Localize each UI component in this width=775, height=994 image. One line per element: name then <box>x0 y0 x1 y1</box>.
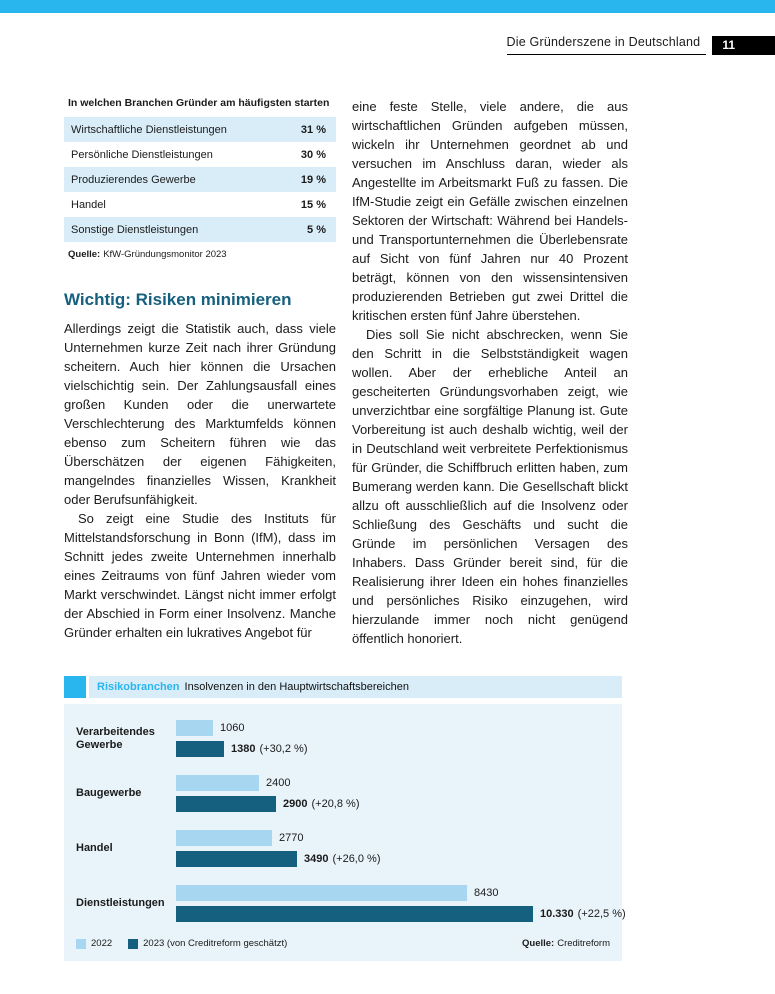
chart-title: Insolvenzen in den Hauptwirtschaftsbereichen <box>184 681 409 693</box>
chart-category-label: Baugewerbe <box>76 787 142 799</box>
bar-line-2022 <box>176 830 610 846</box>
bar-segment <box>176 830 272 846</box>
two-column-content <box>64 97 628 648</box>
page-header <box>0 35 775 55</box>
chart-row <box>76 885 626 922</box>
paragraph: Dies soll Sie nicht abschrecken, wenn Sie den Schritt in die Selbstständigkeit wagen wollen. Aber der erhebliche Anteil an gescheiterten Gründungsvorhaben zeigt, wie unverzichtbar eine sorgfältige Planung ist. Gute Vorbereitung ist auch deshalb wichtig, weil der in Deutschland weit verbreitete Perfektionismus für Gründer, die Schiffbruch erlitten haben, zum Bumerang werden kann. Die Gesellschaft blickt allzu oft ausschließlich auf die Insolvenz oder Schließung des Geschäfts und sucht die Gründe im persönlichen Versagen des Inhabers. Dass Gründer bereit sind, für die Realisierung ihrer Ideen ein hohes finanzielles und persönliches Risiko einzugehen, wird hierzulande immer noch nicht genügend öffentlich honoriert. <box>352 327 628 646</box>
branch-table-rows <box>64 117 336 242</box>
chart-source <box>522 938 610 949</box>
chart-section <box>64 676 626 961</box>
branch-table-title: In welchen Branchen Gründer am häufigsten starten <box>68 97 330 109</box>
bar-change-label: (+26,0 %) <box>332 853 381 865</box>
chart-bar-pair <box>176 775 610 812</box>
table-cell-label: Produzierendes Gewerbe <box>71 173 196 186</box>
source-label: Quelle: <box>68 249 101 260</box>
page-number: 11 <box>712 36 775 55</box>
branch-table <box>64 97 336 260</box>
bar-segment <box>176 720 213 736</box>
table-cell-label: Handel <box>71 198 106 211</box>
bar-change-label: (+22,5 %) <box>577 908 626 920</box>
chart-rows <box>76 720 626 922</box>
branch-table-source <box>68 249 336 260</box>
chart-bar-pair <box>176 830 610 867</box>
table-row <box>64 192 336 217</box>
chart-legend <box>76 938 287 949</box>
bar-change-label: (+30,2 %) <box>259 743 308 755</box>
bar-chart <box>64 704 626 961</box>
legend-swatch <box>76 939 86 949</box>
bar-line-2023 <box>176 796 610 812</box>
legend-item <box>128 938 287 949</box>
table-cell-label: Sonstige Dienstleistungen <box>71 223 199 236</box>
chart-footer <box>76 938 610 949</box>
chart-category-label: Verarbeitendes Gewerbe <box>76 725 155 751</box>
top-accent-bar <box>0 0 775 13</box>
chart-tag: Risikobranchen <box>97 681 180 693</box>
bar-segment <box>176 906 533 922</box>
bar-line-2022 <box>176 885 626 901</box>
source-text: KfW-Gründungsmonitor 2023 <box>103 249 227 260</box>
bar-value-label: 2900 <box>283 798 308 810</box>
paragraph: eine feste Stelle, viele andere, die aus wirtschaftlichen Gründen aufgeben müssen, wickeln ihr Unternehmen geordnet ab und versuchen im Anschluss daran, wieder als Angestellte im Arbeitsmarkt Fuß zu fassen. Die IfM-Studie zeigt ein Gefälle zwischen einzelnen Sektoren der Wirtschaft: Während bei Handels- und Transportunternehmen die Überlebensrate auf Sicht von fünf Jahren nur 40 Prozent beträgt, können von den wissensintensiven produzierenden Betrieben gut zwei Drittel die kritischen ersten fünf Jahre überstehen. <box>352 99 628 323</box>
chart-header-bar <box>89 676 622 698</box>
table-cell-value: 19 % <box>300 173 326 186</box>
bar-line-2023 <box>176 741 610 757</box>
bar-segment <box>176 885 467 901</box>
bar-value-label: 3490 <box>304 853 329 865</box>
running-header-title: Die Gründerszene in Deutschland <box>507 35 707 55</box>
table-row <box>64 142 336 167</box>
table-row <box>64 117 336 142</box>
table-cell-label: Wirtschaftliche Dienstleistungen <box>71 123 227 136</box>
table-row <box>64 217 336 242</box>
table-cell-value: 5 % <box>307 223 326 236</box>
bar-value-label: 1380 <box>231 743 256 755</box>
chart-category-label: Dienstleistungen <box>76 897 165 909</box>
legend-swatch <box>128 939 138 949</box>
legend-item <box>76 938 112 949</box>
chart-row <box>76 830 610 867</box>
legend-label: 2023 (von Creditreform geschätzt) <box>143 938 288 949</box>
bar-segment <box>176 775 259 791</box>
bar-segment <box>176 796 276 812</box>
table-cell-value: 30 % <box>300 148 326 161</box>
bar-segment <box>176 851 297 867</box>
chart-accent-square <box>64 676 86 698</box>
right-column <box>352 97 628 648</box>
chart-bar-pair <box>176 720 610 757</box>
table-cell-label: Persönliche Dienstleistungen <box>71 148 213 161</box>
chart-category-label: Handel <box>76 842 113 854</box>
bar-change-label: (+20,8 %) <box>311 798 360 810</box>
chart-row <box>76 775 610 812</box>
chart-source-label: Quelle: <box>522 938 555 949</box>
table-cell-value: 31 % <box>300 123 326 136</box>
bar-line-2022 <box>176 775 610 791</box>
legend-label: 2022 <box>91 938 113 949</box>
bar-line-2022 <box>176 720 610 736</box>
chart-bar-pair <box>176 885 626 922</box>
bar-line-2023 <box>176 851 610 867</box>
table-row <box>64 167 336 192</box>
bar-line-2023 <box>176 906 626 922</box>
bar-value-label: 8430 <box>474 887 499 899</box>
table-cell-value: 15 % <box>300 198 326 211</box>
bar-value-label: 1060 <box>220 722 245 734</box>
section-heading: Wichtig: Risiken minimieren <box>64 290 292 309</box>
left-column <box>64 97 336 642</box>
chart-header <box>64 676 622 698</box>
paragraph: Allerdings zeigt die Statistik auch, dass viele Unternehmen kurze Zeit nach ihrer Gründung scheitern. Auch hier können die Ursachen vielschichtig sein. Der Zahlungsausfall eines großen Kunden oder die unerwartete Verschlechterung des Marktumfelds können ebenso zum Scheitern führen wie das Überschätzen der eigenen Fähigkeiten, mangelndes finanzielles Wissen, Krankheit oder Berufsunfähigkeit. <box>64 321 336 507</box>
chart-source-text: Creditreform <box>557 938 610 949</box>
paragraph: So zeigt eine Studie des Instituts für Mittelstandsforschung in Bonn (IfM), dass im Schnitt jedes zweite Unternehmen innerhalb eines Zeitraums von fünf Jahren wieder vom Markt verschwindet. Längst nicht immer erfolgt der Abschied in Form einer Insolvenz. Manche Gründer erhalten ein lukratives Angebot für <box>64 511 336 640</box>
chart-row <box>76 720 610 757</box>
bar-value-label: 2400 <box>266 777 291 789</box>
bar-segment <box>176 741 224 757</box>
bar-value-label: 2770 <box>279 832 304 844</box>
bar-value-label: 10.330 <box>540 908 574 920</box>
